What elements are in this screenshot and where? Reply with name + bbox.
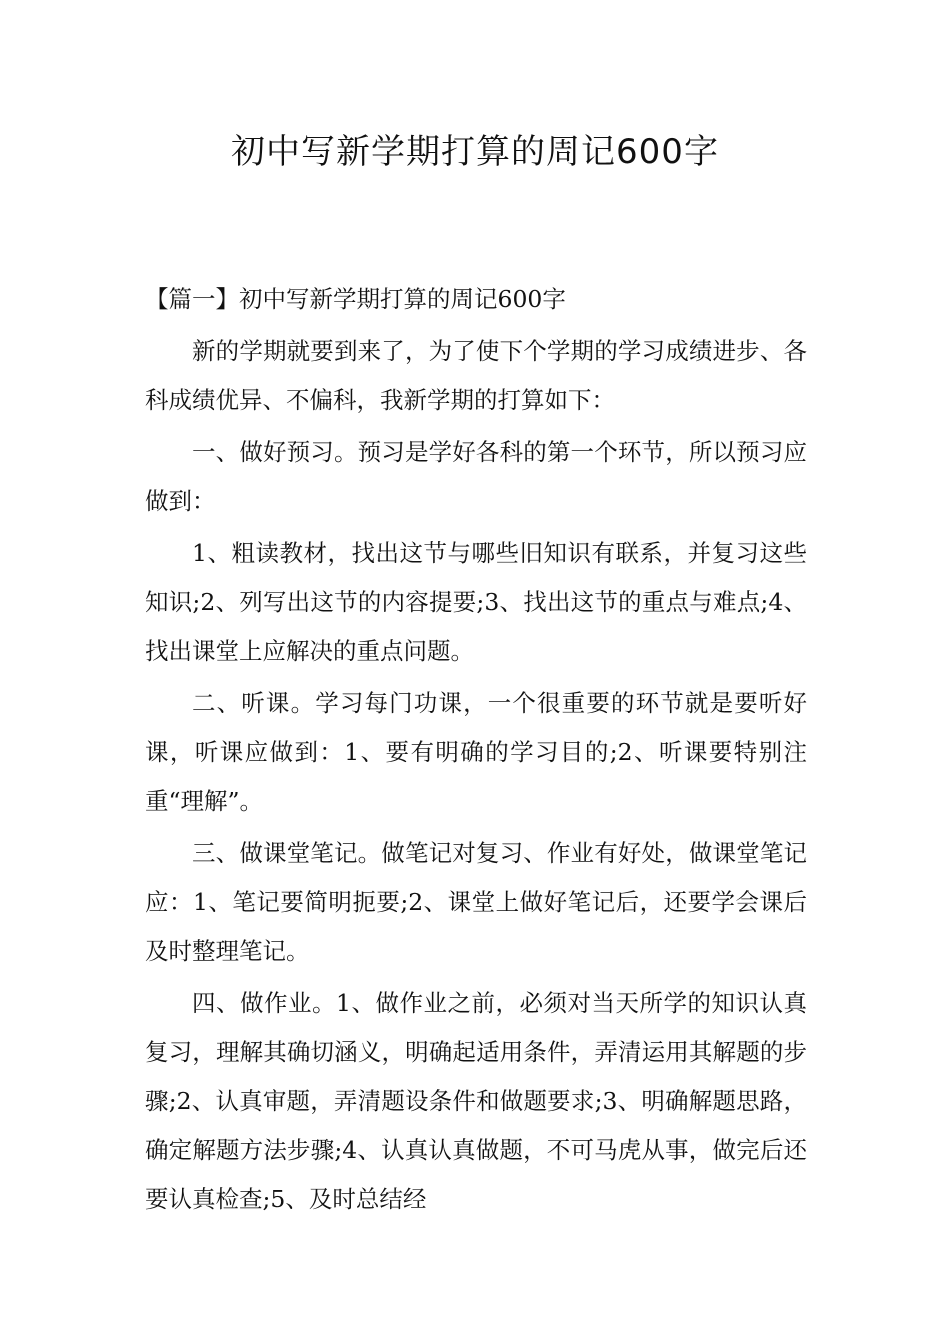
paragraph-intro: 新的学期就要到来了，为了使下个学期的学习成绩进步、各科成绩优异、不偏科，我新学期的打算如下：	[145, 337, 807, 414]
paragraph-preview: 一、做好预习。预习是学好各科的第一个环节，所以预习应做到：	[145, 438, 807, 515]
document-body	[145, 275, 807, 1227]
document-title: 初中写新学期打算的周记600字	[231, 132, 719, 172]
section-heading: 【篇一】初中写新学期打算的周记600字	[145, 285, 566, 313]
paragraph-listening: 二、听课。学习每门功课，一个很重要的环节就是要听好课，听课应做到：1、要有明确的学习目的;2、听课要特别注重“理解”。	[145, 689, 807, 815]
paragraph-homework: 四、做作业。1、做作业之前，必须对当天所学的知识认真复习，理解其确切涵义，明确起适用条件，弄清运用其解题的步骤;2、认真审题，弄清题设条件和做题要求;3、明确解题思路，确定解题方法步骤;4、认真认真做题，不可马虎从事，做完后还要认真检查;5、及时总结经	[145, 989, 807, 1213]
paragraph-preview-steps: 1、粗读教材，找出这节与哪些旧知识有联系，并复习这些知识;2、列写出这节的内容提要;3、找出这节的重点与难点;4、找出课堂上应解决的重点问题。	[145, 539, 807, 665]
paragraph-notes: 三、做课堂笔记。做笔记对复习、作业有好处，做课堂笔记应：1、笔记要简明扼要;2、课堂上做好笔记后，还要学会课后及时整理笔记。	[145, 839, 807, 965]
